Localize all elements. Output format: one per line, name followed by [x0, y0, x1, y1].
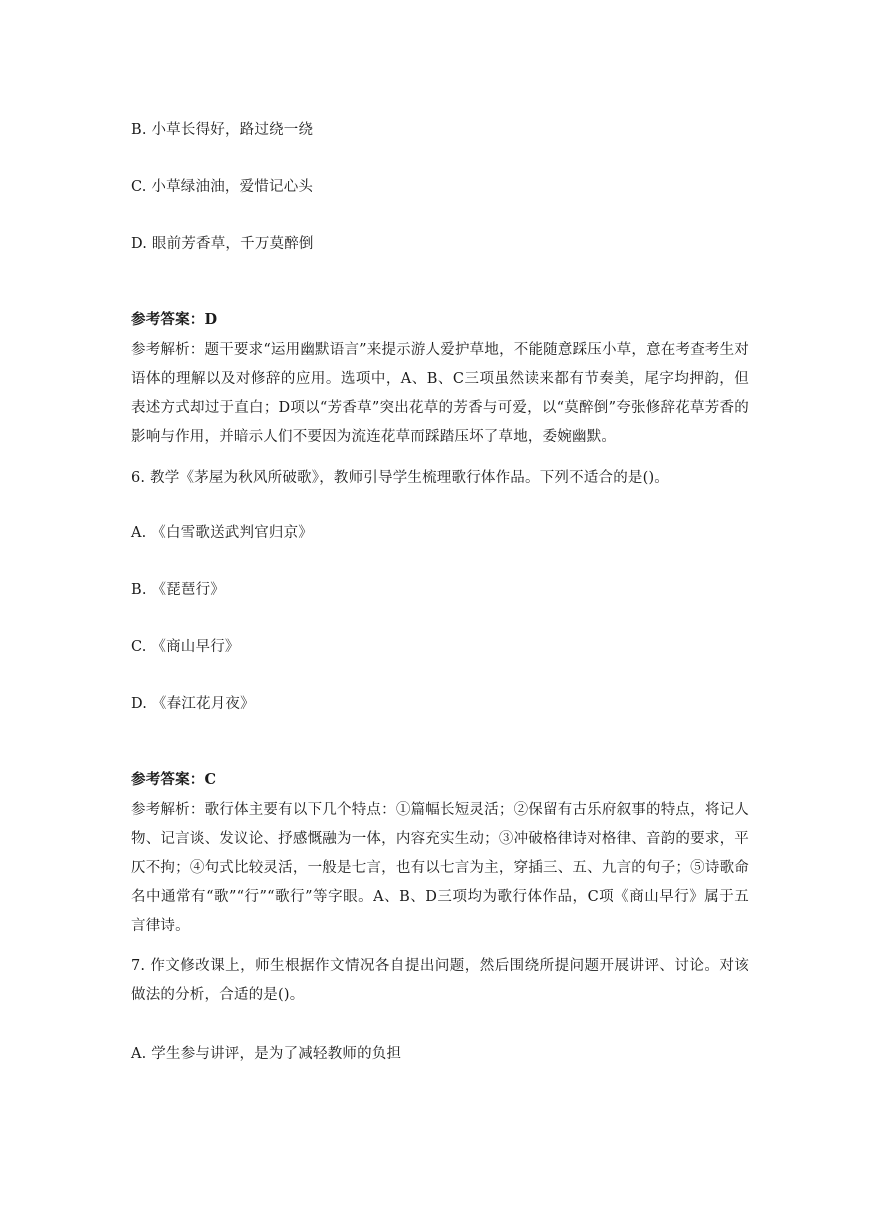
q7-option-a: A. 学生参与讲评，是为了减轻教师的负担	[131, 1046, 402, 1062]
q6-option-c: C. 《商山早行》	[131, 639, 240, 655]
q5-option-c: C. 小草绿油油，爱惜记心头	[131, 179, 314, 195]
q6-option-b: B. 《琵琶行》	[131, 582, 225, 598]
q6-option-a: A. 《白雪歌送武判官归京》	[131, 525, 313, 541]
q6-analysis: 参考解析：歌行体主要有以下几个特点：①篇幅长短灵活；②保留有古乐府叙事的特点，将记人物、记言谈、发议论、抒感慨融为一体，内容充实生动；③冲破格律诗对格律、音韵的要求，平仄不拘；④句式比较灵活，一般是七言，也有以七言为主，穿插三、五、九言的句子；⑤诗歌命名中通常有“歌”“行”“歌行”等字眼。A、B、D三项均为歌行体作品，C项《商山早行》属于五言律诗。	[131, 802, 749, 934]
q6-option-d: D. 《春江花月夜》	[131, 696, 255, 712]
q6-answer: 参考答案：C	[131, 771, 217, 788]
q5-option-b: B. 小草长得好，路过绕一绕	[131, 122, 314, 138]
q5-analysis: 参考解析：题干要求“运用幽默语言”来提示游人爱护草地，不能随意踩压小草，意在考查考生对语体的理解以及对修辞的应用。选项中，A、B、C三项虽然读来都有节奏美，尾字均押韵，但表述方式却过于直白；D项以“芳香草”突出花草的芳香与可爱，以“莫醉倒”夸张修辞花草芳香的影响与作用，并暗示人们不要因为流连花草而踩踏压坏了草地，委婉幽默。	[131, 342, 749, 445]
q6-stem: 6. 教学《茅屋为秋风所破歌》，教师引导学生梳理歌行体作品。下列不适合的是()。	[131, 470, 670, 486]
q5-answer: 参考答案：D	[131, 311, 218, 328]
q5-option-d: D. 眼前芳香草，千万莫醉倒	[131, 236, 314, 252]
q7-stem: 7. 作文修改课上，师生根据作文情况各自提出问题，然后围绕所提问题开展讲评、讨论。对该做法的分析，合适的是()。	[131, 958, 749, 1003]
